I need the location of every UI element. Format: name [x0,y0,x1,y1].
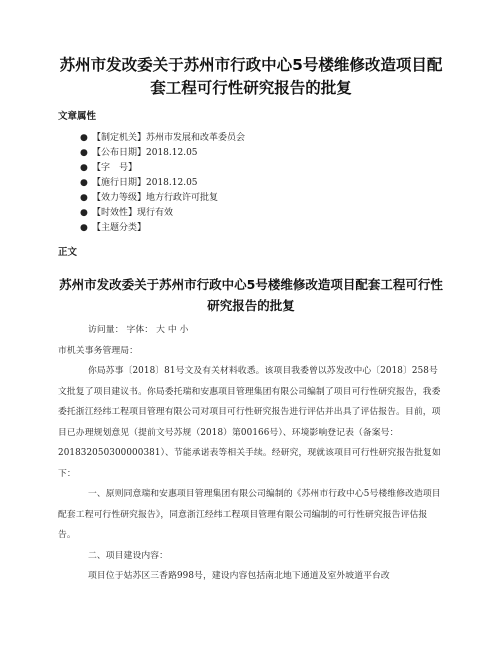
attribute-item: ● 【字 号】 [92,161,444,176]
attributes-heading: 文章属性 [58,111,97,122]
body-title: 苏州市发改委关于苏州市行政中心5号楼维修改造项目配套工程可行性研究报告的批复 [59,277,443,313]
bullet-icon: ● [80,148,88,158]
visit-line: 访问量： 字体： 大 中 小 [88,325,189,335]
attribute-item: ● 【时效性】现行有效 [92,206,444,221]
addressee: 市机关事务管理局： [58,345,139,356]
body-paragraph: 你局苏事〔2018〕81号文及有关材料收悉。该项目我委曾以苏发改中心〔2018〕258号文批复了项目建议书。你局委托瑞和安惠项目管理集团有限公司编制了项目可行性研究报告，我委委托浙江经纬工程项目管理有限公司对项目可行性研究报告进行评估并出具了评估报告。目前，项目已办理规划意见（提前文号苏规（2018）第00166号）、环境影响登记表（备案号：201832050300000381）、节能承诺表等相关手续。经研究，现就该项目可行性研究报告批复如下： [58,366,441,479]
bullet-icon: ● [80,208,88,218]
body-paragraph: 项目位于姑苏区三香路998号，建设内容包括南北地下通道及室外坡道平台改 [88,571,390,581]
attributes-list [58,131,444,236]
bullet-icon: ● [80,163,88,173]
attribute-item: ● 【效力等级】地方行政许可批复 [92,191,444,206]
document-title: 苏州市发改委关于苏州市行政中心5号楼维修改造项目配套工程可行性研究报告的批复 [59,56,443,97]
bullet-icon: ● [80,193,88,203]
attribute-item: ● 【制定机关】苏州市发展和改革委员会 [92,131,444,146]
text-heading: 正文 [58,247,78,258]
body-paragraph: 一、原则同意瑞和安惠项目管理集团有限公司编制的《苏州市行政中心5号楼维修改造项目配套工程可行性研究报告》，同意浙江经纬工程项目管理有限公司编制的可行性研究报告评估报告。 [58,489,441,540]
bullet-icon: ● [80,178,88,188]
attribute-item: ● 【施行日期】2018.12.05 [92,176,444,191]
attribute-item: ● 【主题分类】 [92,221,444,236]
bullet-icon: ● [80,133,88,143]
body-paragraph: 二、项目建设内容： [88,550,169,561]
bullet-icon: ● [80,223,88,233]
attribute-item: ● 【公布日期】2018.12.05 [92,146,444,161]
